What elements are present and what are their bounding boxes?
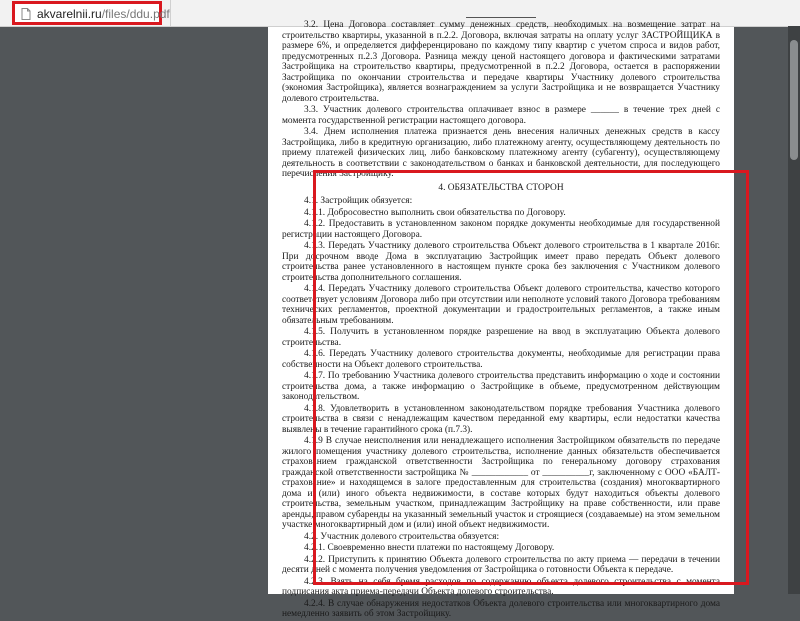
page-text — [282, 17, 720, 621]
page-icon — [21, 8, 31, 20]
scrollbar-thumb[interactable] — [790, 40, 798, 160]
top-rule — [466, 17, 536, 18]
clause-4-1-4: 4.1.4. Передать Участнику долевого строительства Объект долевого строительства, качество которого соответствует условиям Договора либо при отсутствии или неполноте условий такого Договора требованиям технических регламентов, проектной документации и градостроительных регламентов, а также иным обязательным требованиям. — [282, 284, 720, 326]
url-path: /files/ddu.pdf — [101, 7, 170, 21]
address-bar-divider — [170, 0, 171, 26]
clause-4-1-2: 4.1.2. Предоставить в установленном законом порядке документы необходимые для государственной регистрации настоящего Договора. — [282, 219, 720, 240]
clause-4-2-4: 4.2.4. В случае обнаружения недостатков Объекта долевого строительства или многоквартирного дома немедленно заявить об этом Застройщику. — [282, 598, 720, 619]
url-domain: akvarelnii.ru — [37, 7, 102, 21]
pdf-page — [268, 20, 734, 619]
clause-4-1-1: 4.1.1. Добросовестно выполнить свои обязательства по Договору. — [304, 207, 566, 218]
clause-4-1-3: 4.1.3. Передать Участнику долевого строительства Объект долевого строительства в 1 квартале 2016г. При досрочном вводе Дома в эксплуатацию Застройщик имеет право передать Объект долевого строительства ранее установленного в настоящем пункте срока без заключения с Участником долевого строительства дополнительного соглашения. — [282, 241, 720, 283]
pdf-viewer[interactable] — [0, 20, 800, 619]
clause-4-1-5: 4.1.5. Получить в установленном порядке разрешение на ввод в эксплуатацию Объекта долевого строительства. — [282, 327, 720, 348]
clause-4-2-1: 4.2.1. Своевременно внести платежи по настоящему Договору. — [304, 543, 555, 553]
clause-4-1: 4.1. Застройщик обязуется: — [304, 196, 413, 206]
clause-4-1-8: 4.1.8. Удовлетворить в установленном законодательством порядке требования Участника долевого строительства в связи с ненадлежащим качеством переданной ему квартиры, если недостатки качества выявлены в течение гарантийного срока (п.7.3). — [282, 403, 720, 435]
clause-4-2-2: 4.2.2. Приступить к принятию Объекта долевого строительства по акту приема — передачи в течении десяти дней с момента получения уведомления от Застройщика о готовности Объекта к передаче. — [282, 554, 720, 575]
clause-3-4: 3.4. Днем исполнения платежа признается день внесения наличных денежных средств в кассу Застройщика, либо в кредитную организацию, либо платежному агенту, осуществляющему деятельность по приему платежей физических лиц, либо банковскому платежному агенту (субагенту), осуществляющему деятельность в соответствии с законодательством о банках и банковской деятельности, для последующего перечисления Застройщику. — [282, 127, 720, 179]
section-title: 4. ОБЯЗАТЕЛЬСТВА СТОРОН — [438, 182, 564, 193]
clause-4-2-3: 4.2.3. Взять на себя бремя расходов по содержанию объекта долевого строительства с момента подписания акта приема-передачи Объекта долевого строительства. — [282, 576, 720, 597]
clause-3-3: 3.3. Участник долевого строительства оплачивает взнос в размере ______ в течение трех дней с момента государственной регистрации настоящего договора. — [282, 105, 720, 126]
clause-3-2: 3.2. Цена Договора составляет сумму денежных средств, необходимых на возмещение затрат на строительство квартиры, указанной в п.2.2. Договора, включая затраты на оплату услуг ЗАСТРОЙЩИКА в размере 6%, и определяется дифференцировано по каждому типу квартир с учетом спроса и видов работ, предусмотренных п.2.3 Договора. Разница между ценой настоящего договора и фактическими затратами Застройщика на строительство квартиры, предусмотренной в п.2.2 Договора, остается в распоряжении Застройщика по окончании строительства и передаче квартиры Участнику долевого строительства (экономия Застройщика), является вознаграждением за услуги Застройщика и не возвращается Участнику долевого строительства. — [282, 20, 720, 104]
clause-4-1-6: 4.1.6. Передать Участнику долевого строительства документы, необходимые для регистрации права собственности на Объект долевого строительства. — [282, 349, 720, 370]
clause-4-1-7: 4.1.7. По требованию Участника долевого строительства представить информацию о ходе и состоянии строительства дома, а также информацию о Застройщике в объеме, предусмотренном действующим законодательством. — [282, 371, 720, 402]
clause-4-2: 4.2. Участник долевого строительства обязуется: — [304, 531, 500, 542]
clause-4-1-9: 4.1.9 В случае неисполнения или ненадлежащего исполнения Застройщиком обязательств по передаче жилого помещения участнику долевого строительства, исполнение данных обязательств обеспечивается страхованием гражданской ответственности Застройщика по генеральному договору страхования гражданской ответственности застройщика № ____________ от __________г, заключенному с ООО «БАЛТ-страхование» и находящемся в залоге предоставленным для строительства (создания) многоквартирного дома и (или) иного объекта недвижимости, в составе которых будут находиться объекты долевого строительства, земельным участком, принадлежащим Застройщику на праве собственности, или праве аренды, правом субаренды на указанный земельный участок и строящиеся (создаваемые) на этом земельном участке многоквартирный дом и (или) иной объект недвижимости. — [282, 436, 720, 530]
url-highlight-box — [12, 1, 170, 25]
url-text[interactable] — [37, 7, 170, 21]
